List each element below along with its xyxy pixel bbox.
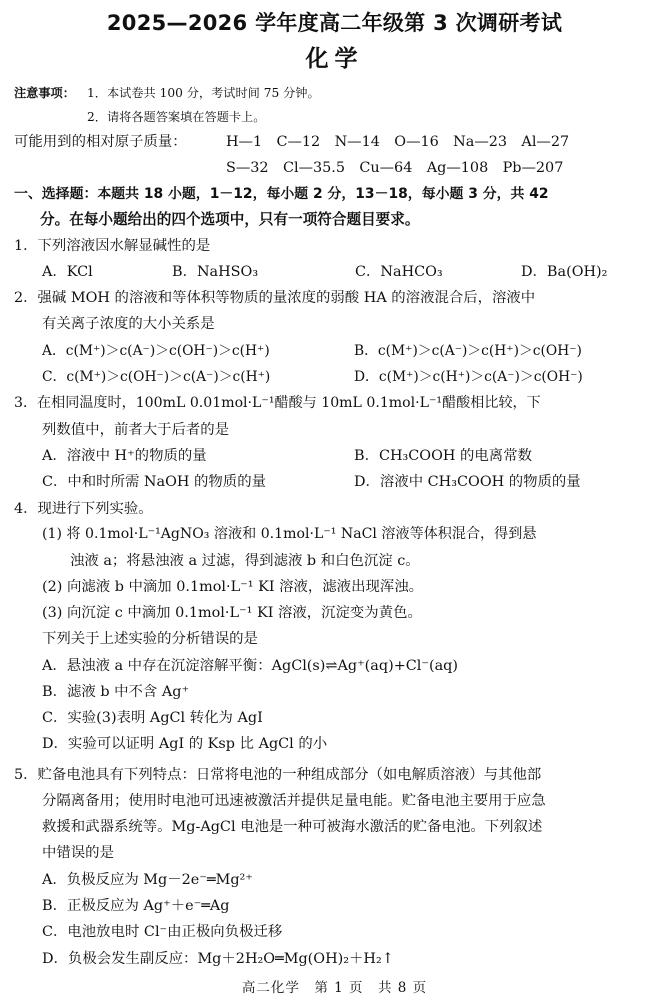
q2-option-a: A．c(M⁺)＞c(A⁻)＞c(OH⁻)＞c(H⁺) [42, 343, 270, 359]
section-heading-line-1: 一、选择题：本题共 18 小题，1－12，每小题 2 分，13－18，每小题 3 分，共 42 [14, 186, 549, 202]
q5-option-a: A．负极反应为 Mg－2e⁻═Mg²⁺ [42, 872, 253, 888]
atomic-mass-label: 可能用到的相对原子质量： [14, 134, 187, 150]
q4-step-2: (2) 向滤液 b 中滴加 0.1mol·L⁻¹ KI 溶液，滤液出现浑浊。 [42, 579, 424, 595]
section-heading-line-2: 分。在每小题给出的四个选项中，只有一项符合题目要求。 [40, 211, 420, 228]
notice-item-2: 2．请将各题答案填在答题卡上。 [87, 110, 266, 124]
q4-step-3: (3) 向沉淀 c 中滴加 0.1mol·L⁻¹ KI 溶液，沉淀变为黄色。 [42, 605, 422, 621]
q1-option-d: D．Ba(OH)₂ [521, 264, 608, 280]
q3-stem-line-2: 列数值中，前者大于后者的是 [42, 422, 230, 438]
q3-option-b: B．CH₃COOH 的电离常数 [354, 448, 532, 464]
q3-option-d: D．溶液中 CH₃COOH 的物质的量 [354, 474, 581, 490]
q1-option-c: C．NaHCO₃ [355, 264, 443, 280]
q2-option-d: D．c(M⁺)＞c(H⁺)＞c(A⁻)＞c(OH⁻) [354, 369, 583, 385]
notice-label: 注意事项： [14, 86, 75, 100]
q4-stem: 4．现进行下列实验。 [14, 501, 153, 517]
q2-option-b: B．c(M⁺)＞c(A⁻)＞c(H⁺)＞c(OH⁻) [354, 343, 582, 359]
page-footer: 高二化学 第 1 页 共 8 页 [241, 980, 428, 996]
q3-stem-line-1: 3．在相同温度时，100mL 0.01mol·L⁻¹醋酸与 10mL 0.1mol·L⁻¹醋酸相比较，下 [14, 395, 541, 411]
q5-stem-line-1: 5．贮备电池具有下列特点：日常将电池的一种组成部分（如电解质溶液）与其他部 [14, 767, 542, 783]
exam-title: 2025—2026 学年度高二年级第 3 次调研考试 [106, 11, 563, 35]
q3-option-c: C．中和时所需 NaOH 的物质的量 [42, 474, 266, 490]
q5-stem-line-3: 救援和武器系统等。Mg-AgCl 电池是一种可被海水激活的贮备电池。下列叙述 [42, 819, 543, 835]
q4-option-d: D．实验可以证明 AgI 的 Ksp 比 AgCl 的小 [42, 736, 328, 752]
subject-title: 化学 [305, 46, 364, 72]
q1-option-b: B．NaHSO₃ [172, 264, 259, 280]
q3-option-a: A．溶液中 H⁺的物质的量 [42, 448, 207, 464]
q4-option-a: A．悬浊液 a 中存在沉淀溶解平衡：AgCl(s)⇌Ag⁺(aq)+Cl⁻(aq) [42, 658, 458, 674]
q2-stem-line-2: 有关离子浓度的大小关系是 [42, 316, 215, 332]
q2-stem-line-1: 2．强碱 MOH 的溶液和等体积等物质的量浓度的弱酸 HA 的溶液混合后，溶液中 [14, 290, 536, 306]
atomic-mass-row-1: H—1 C—12 N—14 O—16 Na—23 Al—27 [226, 134, 570, 150]
q4-step-1-line-1: (1) 将 0.1mol·L⁻¹AgNO₃ 溶液和 0.1mol·L⁻¹ NaCl 溶液等体积混合，得到悬 [42, 526, 537, 542]
q5-option-b: B．正极反应为 Ag⁺＋e⁻═Ag [42, 898, 230, 914]
q2-option-c: C．c(M⁺)＞c(OH⁻)＞c(A⁻)＞c(H⁺) [42, 369, 271, 385]
atomic-mass-row-2: S—32 Cl—35.5 Cu—64 Ag—108 Pb—207 [226, 160, 564, 176]
q4-step-1-line-2: 浊液 a；将悬浊液 a 过滤，得到滤液 b 和白色沉淀 c。 [70, 553, 420, 569]
q5-option-d: D．负极会发生副反应：Mg＋2H₂O═Mg(OH)₂＋H₂↑ [42, 951, 394, 967]
q1-stem: 1．下列溶液因水解显碱性的是 [14, 238, 211, 254]
q1-option-a: A．KCl [42, 264, 93, 280]
q4-option-c: C．实验(3)表明 AgCl 转化为 AgI [42, 710, 263, 726]
q5-stem-line-2: 分隔离备用；使用时电池可迅速被激活并提供足量电能。贮备电池主要用于应急 [42, 793, 546, 809]
q4-option-b: B．滤液 b 中不含 Ag⁺ [42, 684, 190, 700]
q5-option-c: C．电池放电时 Cl⁻由正极向负极迁移 [42, 924, 283, 940]
notice-item-1: 1．本试卷共 100 分，考试时间 75 分钟。 [87, 86, 320, 100]
q4-question: 下列关于上述实验的分析错误的是 [42, 631, 258, 647]
q5-stem-line-4: 中错误的是 [42, 845, 114, 861]
